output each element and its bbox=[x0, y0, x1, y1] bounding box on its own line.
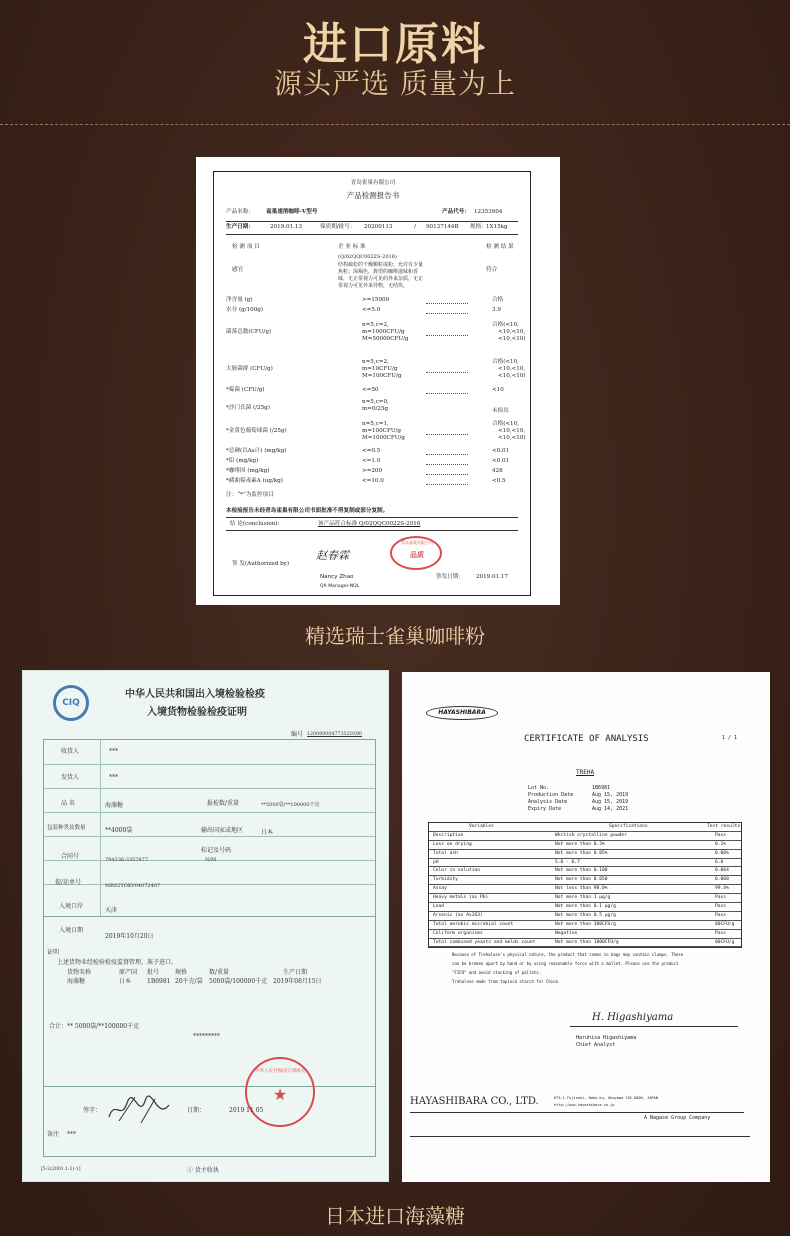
coa-cell: Not more than 0.100 bbox=[555, 868, 608, 874]
item-std: <=0.5 bbox=[362, 448, 381, 454]
coa-table bbox=[428, 822, 742, 948]
coa-table-header bbox=[429, 823, 741, 832]
prod-date: 2019.01.13 bbox=[270, 224, 303, 230]
item-std: M=50000CFU/g bbox=[362, 336, 409, 342]
coa-table-row bbox=[429, 939, 741, 948]
product-code-label: 产品代号： bbox=[442, 209, 470, 215]
report-title: 产品检测报告书 bbox=[346, 191, 400, 200]
conclusion: 该产品符合标准 Q/02QQC0022S-2016 bbox=[318, 521, 421, 527]
spec-label: 规格： bbox=[470, 224, 487, 230]
ciq-sub-header: 生产日期 bbox=[283, 969, 308, 976]
item-std: m=10CFU/g bbox=[362, 366, 398, 372]
coa-signer: Haruhisa Higashiyama bbox=[576, 1035, 637, 1041]
shelf-value: 20200113 bbox=[364, 224, 393, 230]
coa-cell: Not more than 0.3% bbox=[555, 841, 605, 847]
signer-title: QA Manager-NQL bbox=[320, 584, 360, 589]
item-result: 未检出 bbox=[492, 408, 509, 414]
ciq-label: 收货人 bbox=[61, 748, 80, 755]
item-name: *总砷(以As计) (mg/kg) bbox=[226, 448, 287, 454]
item-result: 合格 bbox=[492, 297, 504, 303]
ciq-sub-value: 2019年08月15日 bbox=[273, 978, 322, 985]
coa-table-row bbox=[429, 832, 741, 841]
coa-cell: 6.0 bbox=[715, 859, 724, 865]
ciq-signature bbox=[105, 1091, 175, 1127]
coa-table-row bbox=[429, 885, 741, 894]
ciq-value: 天津 bbox=[105, 907, 118, 914]
ciq-seal bbox=[245, 1057, 315, 1127]
ciq-label: 入境口岸 bbox=[59, 903, 84, 910]
item-std: n=5,c=2, bbox=[362, 359, 389, 365]
coa-table-row bbox=[429, 876, 741, 885]
coa-cell: Total aerobic microbial count bbox=[433, 921, 514, 927]
item-std: m=100CFU/g bbox=[362, 428, 402, 434]
report-note: 注：“*”为监控项目 bbox=[226, 492, 274, 498]
page-subtitle: 源头严选 质量为上 bbox=[274, 67, 516, 100]
header-divider bbox=[0, 124, 790, 125]
shelf-label: 保质期/批号： bbox=[320, 224, 356, 230]
page-title: 进口原料 bbox=[303, 19, 487, 70]
ciq-value: **4000袋 bbox=[105, 827, 133, 834]
rule bbox=[226, 517, 518, 518]
coa-meta-value: Aug 15, 2019 bbox=[592, 792, 629, 798]
coa-cell: Not more than 300CFU/g bbox=[555, 921, 616, 927]
coa-cell: Pass bbox=[715, 895, 727, 901]
item-std: M=1000CFU/g bbox=[362, 435, 405, 441]
ciq-label: 合同号 bbox=[61, 853, 80, 860]
ciq-label: 入境日期 bbox=[59, 927, 84, 934]
coa-cell: 0.00% bbox=[715, 850, 729, 856]
coa-cell: Not more than 0.1 µg/g bbox=[555, 904, 616, 910]
coa-note: Because of Trehalose's physical nature, the product that comes in bags may contain clumps. These bbox=[452, 952, 684, 957]
coa-cell: Lead bbox=[433, 904, 445, 910]
ciq-proof-text: 上述货物业经检验检疫监督管理，准予进口。 bbox=[57, 959, 178, 966]
coa-header: Specifications bbox=[609, 824, 648, 829]
ciq-date-label: 日期： bbox=[187, 1107, 206, 1114]
item-std: m=1000CFU/g bbox=[362, 329, 405, 335]
caption-nestle: 精选瑞士雀巢咖啡粉 bbox=[305, 624, 485, 648]
coa-note: can be broken apart by hand or by using reasonable force with a mallet. Please use the product bbox=[452, 961, 679, 966]
ciq-label: 发货人 bbox=[61, 774, 80, 781]
coa-signature: H. Higashiyama bbox=[592, 1012, 674, 1023]
ciq-sub-header: 货物名称 bbox=[67, 969, 92, 976]
rule bbox=[226, 530, 518, 531]
item-result: <10,<10, bbox=[498, 428, 526, 434]
ciq-value: *** bbox=[109, 774, 118, 781]
rule bbox=[410, 1136, 750, 1137]
item-result: 符合 bbox=[486, 267, 498, 273]
item-result: 428 bbox=[492, 468, 503, 474]
coa-certificate bbox=[402, 672, 770, 1182]
signer-name: Nancy Zhao bbox=[320, 574, 354, 580]
spec: 1X15kg bbox=[486, 224, 508, 230]
coa-table-row bbox=[429, 912, 741, 921]
coa-cell: Pass bbox=[715, 904, 727, 910]
coa-cell: Color in solution bbox=[433, 868, 481, 874]
ciq-badge: CIQ bbox=[62, 698, 80, 708]
ciq-number: 120000004773520390 bbox=[307, 732, 362, 737]
item-result: 合格(<10, bbox=[492, 421, 519, 427]
item-std: 结构疏松的干燥颗粒或粉，允许有少量 bbox=[338, 262, 424, 268]
hayashibara-logo bbox=[426, 706, 498, 720]
item-std: n=5,c=2, bbox=[362, 322, 389, 328]
issue-label: 签发日期： bbox=[436, 574, 464, 580]
prod-date-label: 生产日期： bbox=[226, 224, 254, 230]
rule bbox=[410, 1112, 744, 1113]
ciq-proof-label: 证明 bbox=[47, 949, 60, 956]
ciq-weight-label: 报检数/重量 bbox=[207, 800, 240, 807]
item-name: *赭曲霉毒素A (ug/kg) bbox=[226, 478, 283, 484]
ciq-remark-label: 备注 bbox=[47, 1131, 60, 1138]
coa-cell: Turbidity bbox=[433, 877, 458, 883]
coa-cell: Coliform organisms bbox=[433, 930, 483, 936]
item-name: *霉菌 (CFU/g) bbox=[226, 387, 265, 393]
coa-cell: 99.4% bbox=[715, 886, 729, 892]
item-name: 感官 bbox=[232, 267, 244, 273]
col-item: 检 测 项 目 bbox=[232, 244, 260, 250]
item-name: *沙门氏菌 (/25g) bbox=[226, 405, 270, 411]
item-name: 净含量 (g) bbox=[226, 297, 253, 303]
coa-table-row bbox=[429, 903, 741, 912]
item-result: <0.01 bbox=[492, 448, 510, 454]
item-name: *金黄色葡萄球菌 (/25g) bbox=[226, 428, 287, 434]
item-result: <0.01 bbox=[492, 458, 510, 464]
item-std: <=1.0 bbox=[362, 458, 381, 464]
signer-label: 签 发(Authorized by) bbox=[232, 561, 290, 567]
coa-cell: Pass bbox=[715, 912, 727, 918]
coa-note: Trehalose made from tapioca starch for China bbox=[452, 979, 558, 984]
coa-meta-value: 1B6981 bbox=[592, 785, 611, 791]
ciq-title1: 中华人民共和国出入境检验检疫 bbox=[125, 689, 265, 700]
ciq-footer-left: [5-2(2001.1.1)-1] bbox=[41, 1167, 81, 1172]
item-result: <10,<10, bbox=[498, 329, 526, 335]
coa-cell: 00CFU/g bbox=[715, 939, 735, 945]
coa-meta-label: Lot No. bbox=[528, 785, 550, 791]
item-std: n=5,c=1, bbox=[362, 421, 389, 427]
ciq-footer-mid: ① 货主收执 bbox=[187, 1167, 219, 1174]
ciq-label: 品 名 bbox=[61, 800, 75, 807]
coa-table-row bbox=[429, 930, 741, 939]
ciq-origin-value: 日本 bbox=[261, 829, 274, 836]
coa-signer-title: Chief Analyst bbox=[576, 1042, 616, 1048]
ciq-value: 海藻糖 bbox=[105, 802, 124, 809]
item-result: <10,<10) bbox=[498, 373, 526, 379]
coa-address: 675-1 Fujisaki, Naka-ku, Okayama 702-8006, JAPAN bbox=[554, 1096, 658, 1100]
coa-cell: 5.0 - 6.7 bbox=[555, 859, 580, 865]
item-std: <=50 bbox=[362, 387, 379, 393]
ciq-remark-value: *** bbox=[67, 1131, 76, 1138]
coa-cell: Arsenic (as As2O3) bbox=[433, 912, 483, 918]
coa-header: Variables bbox=[469, 824, 494, 829]
coa-table-row bbox=[429, 867, 741, 876]
seal-mid: 品质 bbox=[410, 550, 424, 559]
coa-header: Test results bbox=[707, 824, 741, 829]
coa-cell: Total combined yeasts and molds count bbox=[433, 939, 536, 945]
coa-cell: Not more than 0.050 bbox=[555, 877, 608, 883]
ciq-label: 提/运单号 bbox=[55, 879, 82, 886]
item-std: m=0/25g bbox=[362, 406, 389, 412]
item-result: <10,<10) bbox=[498, 435, 526, 441]
item-std: 焦粒；深褐色，典型的咖啡滋味和香 bbox=[338, 269, 419, 275]
ciq-sub-header: 数/重量 bbox=[209, 969, 230, 976]
ciq-number-label: 编号 bbox=[291, 731, 304, 738]
coa-table-row bbox=[429, 850, 741, 859]
coa-page: 1 / 1 bbox=[722, 735, 738, 741]
ciq-total: 合计：** 5000袋/**100000千克 bbox=[49, 1023, 140, 1030]
nestle-report: 青岛雀巢有限公司 产品检测报告书 产品名称： 雀巢速溶咖啡-V型号 产品代号： 12353904 生产日期： 2019.01.13 保质期/批号： 20200113 / 90137144B 规格： 1X15kg 检 测 项 目 企 业 标 准 检 测 结 果 (Q/02QQC0022S-2016) 感官 结构疏松的干燥颗粒或粉，允许有少量 符合 焦粒；深褐色，典型的咖啡滋味和香 味，无正常视力可见的外来杂质，无正 常视力可见外来异物，无结块。 净含量 (g) >=15000 合格 水分 (g/100g) <=5.0 3.9 n=5,c=2, 合格(<10, 菌落总数(CFU/g) m=1000CFU/g <10,<10, M=50000CFU/g <10,<10) n=5,c=2, 合格(<10, 大肠菌群 (CFU/g) m=10CFU/g <10,<10, M=100CFU/g <10,<10) *霉菌 (CFU/g) <=50 <10 n=5,c=0, *沙门氏菌 (/25g) m=0/25g 未检出 n=5,c=1, 合格(<10, *金黄色葡萄球菌 (/25g) m=100CFU/g <10,<10, M=1000CFU/g <10,<10) *总砷(以As计) (mg/kg) <=0.5 <0.01 *铅 (mg/kg) <=1.0 <0.01 *咖啡因 (mg/kg) >=200 428 *赭曲霉毒素A (ug/kg) <=10.0 <0.5 注：“*”为监控项目 本检验报告未经青岛雀巢有限公司书面批准不得复制或部分复制。 结 论(conclusion): 该产品符合标准 Q/02QQC0022S-2016 签 发(Authorized by) 赵春霖 Nancy Zhao QA Manager-NQL 签发日期： 2019.01.17 青岛雀巢有限公司 品质 bbox=[213, 171, 531, 596]
company-seal bbox=[390, 536, 442, 570]
coa-table-row bbox=[429, 859, 741, 868]
signature: 赵春霖 bbox=[316, 549, 349, 562]
item-std: 常视力可见外来异物，无结块。 bbox=[338, 283, 409, 289]
ciq-stars: ********* bbox=[193, 1033, 220, 1040]
item-std: <=10.0 bbox=[362, 478, 384, 484]
ciq-value: 2019年10月20日 bbox=[105, 933, 154, 940]
ciq-certificate bbox=[22, 670, 389, 1182]
issue-date: 2019.01.17 bbox=[476, 574, 509, 580]
coa-cell: Pass bbox=[715, 930, 727, 936]
coa-website: http://www.hayashibara.co.jp bbox=[554, 1103, 615, 1107]
rule bbox=[226, 234, 518, 235]
coa-cell: Description bbox=[433, 832, 464, 838]
coa-meta-value: Aug 14, 2021 bbox=[592, 806, 629, 812]
coa-cell: Not more than 0.05% bbox=[555, 850, 608, 856]
ciq-origin-label: 输出国家或地区 bbox=[201, 827, 244, 834]
ciq-sub-value: 日本 bbox=[119, 978, 132, 985]
coa-cell: Negative bbox=[555, 930, 578, 936]
ciq-logo-icon bbox=[53, 685, 89, 721]
ciq-title2: 入境货物检验检疫证明 bbox=[147, 707, 247, 718]
coa-cell: Not more than 1000CFU/g bbox=[555, 939, 619, 945]
report-warning: 本检验报告未经青岛雀巢有限公司书面批准不得复制或部分复制。 bbox=[226, 508, 389, 514]
item-result: 3.9 bbox=[492, 307, 501, 313]
std-code: (Q/02QQC0022S-2016) bbox=[338, 254, 397, 260]
product-name: 雀巢速溶咖啡-V型号 bbox=[266, 209, 318, 215]
col-result: 检 测 结 果 bbox=[486, 244, 514, 250]
coa-cell: Total ash bbox=[433, 850, 458, 856]
coa-table-row bbox=[429, 894, 741, 903]
ciq-sub-header: 批号 bbox=[147, 969, 160, 976]
ciq-mark-label: 标记及号码 bbox=[201, 847, 232, 854]
coa-company: HAYASHIBARA CO., LTD. bbox=[410, 1096, 539, 1107]
ciq-sub-value: 1B6981 bbox=[147, 978, 171, 985]
item-name: *铅 (mg/kg) bbox=[226, 458, 259, 464]
ciq-mark-value: N/M bbox=[205, 857, 217, 863]
coa-cell: Not less than 98.0% bbox=[555, 886, 608, 892]
ciq-weight-value: **5000袋/**100000千克 bbox=[261, 802, 320, 808]
coa-cell: Assay bbox=[433, 886, 447, 892]
item-result: <10,<10, bbox=[498, 366, 526, 372]
ciq-sub-value: 5000袋/100000千克 bbox=[209, 978, 268, 985]
item-name: 菌落总数(CFU/g) bbox=[226, 329, 272, 335]
coa-cell: pH bbox=[433, 859, 439, 865]
item-name: 大肠菌群 (CFU/g) bbox=[226, 366, 273, 372]
item-name: *咖啡因 (mg/kg) bbox=[226, 468, 270, 474]
item-std: M=100CFU/g bbox=[362, 373, 402, 379]
coa-cell: Not more than 0.5 µg/g bbox=[555, 912, 616, 918]
item-result: 合格(<10, bbox=[492, 322, 519, 328]
conclusion-label: 结 论(conclusion): bbox=[230, 521, 280, 527]
coa-cell: Whitish crystalline powder bbox=[555, 832, 627, 838]
item-std: >=15000 bbox=[362, 297, 390, 303]
coa-cell: 0.1% bbox=[715, 841, 727, 847]
ciq-sub-value: 海藻糖 bbox=[67, 978, 86, 985]
coa-cell: 0.004 bbox=[715, 868, 729, 874]
item-std: <=5.0 bbox=[362, 307, 381, 313]
ciq-sign-box bbox=[43, 1087, 376, 1157]
caption-treha: 日本进口海藻糖 bbox=[325, 1204, 465, 1228]
ciq-sign-label: 签字： bbox=[83, 1107, 102, 1114]
logo-text: HAYASHIBARA bbox=[438, 709, 486, 716]
star-icon: ★ bbox=[272, 1085, 288, 1104]
coa-title: CERTIFICATE OF ANALYSIS bbox=[524, 734, 649, 744]
report-company: 青岛雀巢有限公司 bbox=[350, 180, 396, 186]
seal-text: 中华人民共和国天津海关 bbox=[254, 1069, 306, 1074]
product-name-label: 产品名称： bbox=[226, 209, 254, 215]
seal-text: 青岛雀巢有限公司 bbox=[401, 540, 433, 545]
ciq-sub-value: 20千克/袋 bbox=[175, 978, 203, 985]
item-result: 合格(<10, bbox=[492, 359, 519, 365]
coa-cell: Not more than 1 µg/g bbox=[555, 895, 611, 901]
product-code: 12353904 bbox=[474, 209, 503, 215]
item-name: 水分 (g/100g) bbox=[226, 307, 264, 313]
coa-table-row bbox=[429, 841, 741, 850]
coa-meta-label: Analysis Date bbox=[528, 799, 568, 805]
item-result: <10 bbox=[492, 387, 504, 393]
coa-meta-value: Aug 15, 2019 bbox=[592, 799, 629, 805]
ciq-sub-header: 规格 bbox=[175, 969, 188, 976]
coa-cell: 0.000 bbox=[715, 877, 729, 883]
coa-meta-label: Production Date bbox=[528, 792, 574, 798]
ciq-date-value: 2019 11 05 bbox=[229, 1107, 264, 1114]
coa-meta-label: Expiry Date bbox=[528, 806, 562, 812]
coa-cell: Heavy metals (as Pb) bbox=[433, 895, 489, 901]
ciq-label: 包装种类及数量 bbox=[47, 825, 86, 831]
item-std: 味，无正常视力可见的外来杂质，无正 bbox=[338, 276, 424, 282]
coa-group: A Nagase Group Company bbox=[644, 1115, 711, 1121]
ciq-value: *** bbox=[109, 748, 118, 755]
rule bbox=[226, 221, 518, 222]
ciq-proof-box bbox=[43, 917, 376, 1087]
coa-product: TREHA bbox=[576, 769, 595, 776]
coa-note: "FIFO" and avoid stacking of pallets. bbox=[452, 970, 542, 975]
item-result: <10,<10) bbox=[498, 336, 526, 342]
ciq-sub-header: 原产国 bbox=[119, 969, 138, 976]
coa-cell: 00CFU/g bbox=[715, 921, 735, 927]
item-std: >=200 bbox=[362, 468, 383, 474]
ciq-value: 794336-3357877 bbox=[105, 857, 149, 863]
rule bbox=[570, 1026, 738, 1027]
item-std: n=5,c=0, bbox=[362, 399, 389, 405]
coa-cell: Pass bbox=[715, 832, 727, 838]
ciq-value: MBS2TOKY04072407 bbox=[105, 883, 161, 889]
coa-table-row bbox=[429, 921, 741, 930]
coa-cell: Loss on drying bbox=[433, 841, 472, 847]
col-std: 企 业 标 准 bbox=[338, 244, 366, 250]
batch-number: 90137144B bbox=[426, 224, 459, 230]
item-result: <0.5 bbox=[492, 478, 506, 484]
